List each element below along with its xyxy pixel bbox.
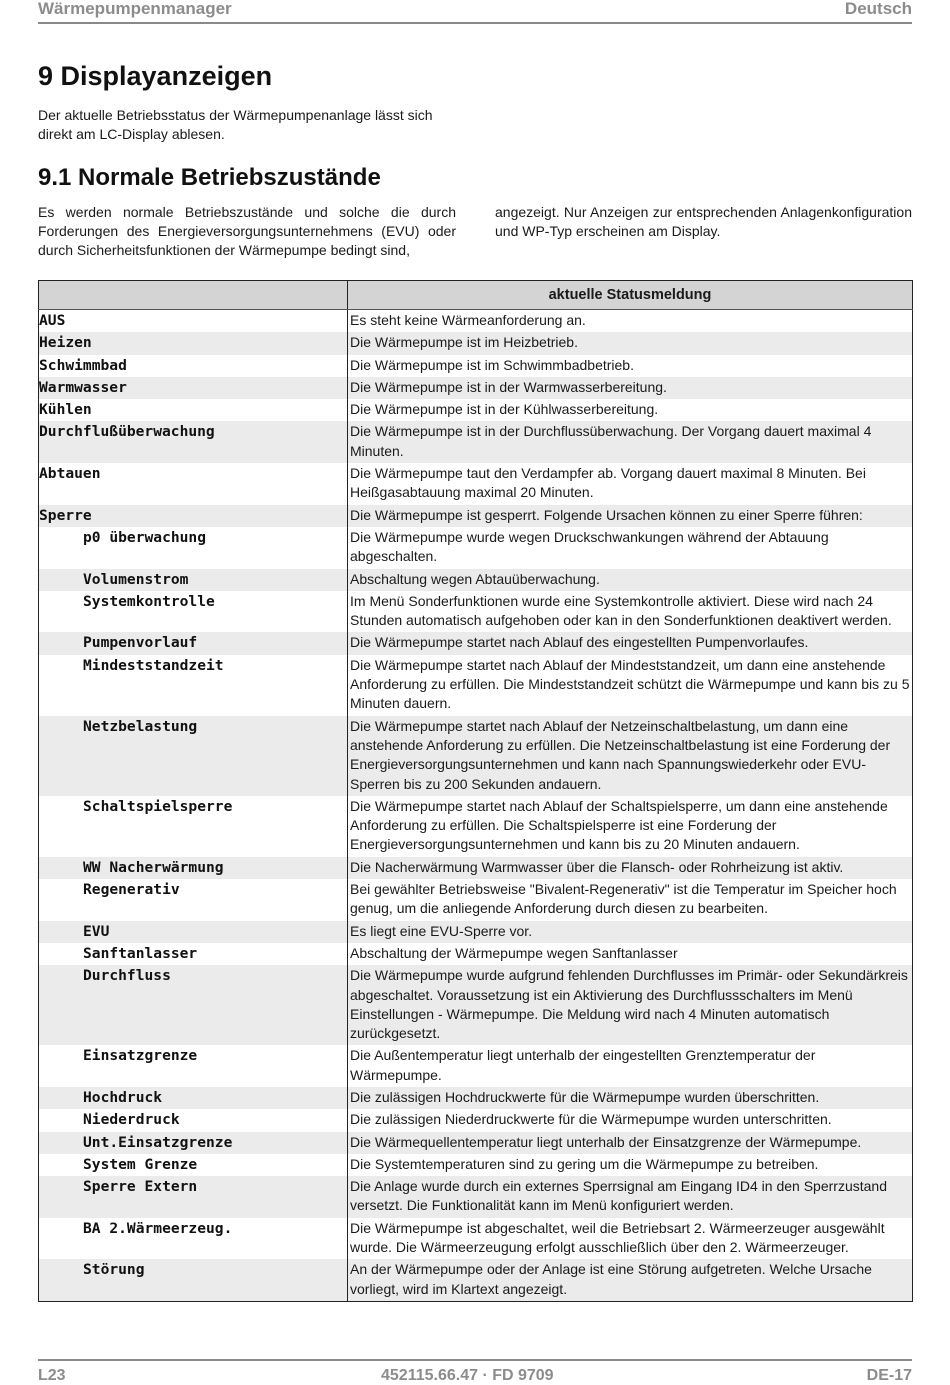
status-description: Die Anlage wurde durch ein externes Sperrsignal am Eingang ID4 in den Sperrzustand versetzt. Die Funktionalität kann im Menü konfiguriert werden. bbox=[348, 1176, 913, 1218]
status-code: Niederdruck bbox=[39, 1109, 348, 1131]
header-title: Wärmepumpenmanager bbox=[38, 0, 232, 18]
status-description: Die Wärmepumpe taut den Verdampfer ab. Vorgang dauert maximal 8 Minuten. Bei Heißgasabtauung maximal 20 Minuten. bbox=[350, 465, 866, 501]
status-code: Durchfluss bbox=[39, 965, 348, 1045]
status-table-body bbox=[39, 310, 913, 1302]
table-row bbox=[39, 655, 913, 716]
table-row bbox=[39, 879, 913, 921]
status-code: Schaltspielsperre bbox=[39, 796, 348, 857]
status-code: Durchflußüberwachung bbox=[39, 421, 348, 463]
subsection-title: 9.1 Normale Betriebszustände bbox=[38, 164, 381, 191]
table-header-row bbox=[39, 281, 913, 310]
status-code: Regenerativ bbox=[39, 879, 348, 921]
status-code: Warmwasser bbox=[39, 377, 348, 399]
status-description: Die Wärmepumpe ist im Heizbetrieb. bbox=[348, 332, 913, 354]
status-code: Volumenstrom bbox=[39, 569, 348, 591]
table-row bbox=[39, 1087, 913, 1109]
table-row bbox=[39, 1132, 913, 1154]
header-language: Deutsch bbox=[844, 0, 912, 18]
subsection-paragraph-col2: angezeigt. Nur Anzeigen zur entsprechenden Anlagenkonfiguration und WP-Typ erscheinen am Display. bbox=[495, 204, 912, 239]
subsection-paragraph-col1: Es werden normale Betriebszustände und solche die durch Forderungen des Energieversorgungsunternehmens (EVU) oder durch Sicherheitsfunktionen der Wärmepumpe bedingt sind, bbox=[38, 204, 456, 258]
status-code: Störung bbox=[39, 1259, 348, 1301]
status-description: Abschaltung der Wärmepumpe wegen Sanftanlasser bbox=[350, 944, 678, 961]
table-row bbox=[39, 399, 913, 421]
section-title: 9 Displayanzeigen bbox=[38, 61, 273, 91]
status-code: Sanftanlasser bbox=[39, 943, 348, 965]
status-code: Mindeststandzeit bbox=[39, 655, 348, 716]
status-code: AUS bbox=[39, 310, 348, 333]
status-description: Die Systemtemperaturen sind zu gering um die Wärmepumpe zu betreiben. bbox=[350, 1155, 819, 1172]
page-footer bbox=[38, 1359, 912, 1384]
table-header-left bbox=[39, 281, 348, 310]
status-description: Es steht keine Wärmeanforderung an. bbox=[350, 312, 586, 328]
status-code: Abtauen bbox=[39, 463, 348, 505]
footer-page-number: DE-17 bbox=[866, 1367, 912, 1384]
table-row bbox=[39, 505, 913, 527]
table-row bbox=[39, 1218, 913, 1260]
table-row bbox=[39, 1045, 913, 1087]
table-row bbox=[39, 921, 913, 943]
status-code: Unt.Einsatzgrenze bbox=[39, 1132, 348, 1154]
table-row bbox=[39, 943, 913, 965]
table-row bbox=[39, 857, 913, 879]
status-description: Die Wärmepumpe ist in der Kühlwasserbereitung. bbox=[350, 401, 659, 418]
status-table bbox=[38, 280, 913, 1302]
page-header bbox=[38, 0, 912, 24]
status-description: Die Wärmepumpe startet nach Ablauf der Mindeststandzeit, um dann eine anstehende Anforderung zu erfüllen. Die Mindeststandzeit schützt die Wärmepumpe und kann bis zu 5 Minuten dauern. bbox=[350, 656, 910, 712]
table-row bbox=[39, 569, 913, 591]
table-row bbox=[39, 1154, 913, 1176]
status-code: System Grenze bbox=[39, 1154, 348, 1176]
table-row bbox=[39, 332, 913, 354]
status-code: Sperre bbox=[39, 505, 348, 527]
status-code: BA 2.Wärmeerzeug. bbox=[39, 1218, 348, 1260]
status-code: WW Nacherwärmung bbox=[39, 857, 348, 879]
status-code: Heizen bbox=[39, 332, 348, 354]
table-row bbox=[39, 716, 913, 796]
status-code: Sperre Extern bbox=[39, 1176, 348, 1218]
status-description: Die Wärmepumpe wurde wegen Druckschwankungen während der Abtauung abgeschalten. bbox=[350, 528, 829, 565]
status-description: Die Wärmepumpe wurde aufgrund fehlenden Durchflusses im Primär- oder Sekundärkreis abgeschaltet. Voraussetzung ist ein Aktivierung des Durchflussschalters im Menü Einstellungen - Wärmepumpe. Die Meldung wird nach 4 Minuten automatisch zurückgesetzt. bbox=[348, 965, 913, 1045]
table-row bbox=[39, 632, 913, 654]
table-row bbox=[39, 355, 913, 377]
status-description: Die Wärmepumpe startet nach Ablauf der Schaltspielsperre, um dann eine anstehende Anforderung zu erfüllen. Die Schaltspielsperre ist eine Forderung der Energieversorgungsunternehmen und kann bis zu 20 Minuten andauern. bbox=[350, 797, 888, 853]
table-row bbox=[39, 1259, 913, 1301]
table-header-right: aktuelle Statusmeldung bbox=[348, 281, 913, 310]
status-code: Einsatzgrenze bbox=[39, 1045, 348, 1087]
status-description: Die Wärmequellentemperatur liegt unterhalb der Einsatzgrenze der Wärmepumpe. bbox=[348, 1132, 913, 1154]
table-row bbox=[39, 591, 913, 633]
status-code: Pumpenvorlauf bbox=[39, 632, 348, 654]
status-description: Die Nacherwärmung Warmwasser über die Flansch- oder Rohrheizung ist aktiv. bbox=[348, 857, 913, 879]
table-row bbox=[39, 377, 913, 399]
footer-center: 452115.66.47 · FD 9709 bbox=[381, 1367, 554, 1384]
status-code: Netzbelastung bbox=[39, 716, 348, 796]
status-description: Die zulässigen Niederdruckwerte für die Wärmepumpe wurden unterschritten. bbox=[350, 1111, 832, 1128]
table-row bbox=[39, 796, 913, 857]
status-description: Abschaltung wegen Abtauüberwachung. bbox=[348, 569, 913, 591]
table-row bbox=[39, 965, 913, 1045]
status-description: Die Wärmepumpe startet nach Ablauf der Netzeinschaltbelastung, um dann eine anstehende Anforderung zu erfüllen. Die Netzeinschaltbelastung ist eine Forderung der Energieversorgungsunternehmen und kann nach Spannungswiederkehr oder EVU-Sperren bis zu 200 Sekunden andauern. bbox=[348, 716, 913, 796]
status-code: Systemkontrolle bbox=[39, 591, 348, 633]
status-description: Die Außentemperatur liegt unterhalb der eingestellten Grenztemperatur der Wärmepumpe. bbox=[350, 1047, 816, 1083]
section-intro: Der aktuelle Betriebsstatus der Wärmepumpenanlage lässt sich direkt am LC-Display ablesen. bbox=[38, 107, 433, 142]
status-description: Die zulässigen Hochdruckwerte für die Wärmepumpe wurden überschritten. bbox=[348, 1087, 913, 1109]
status-description: Bei gewählter Betriebsweise "Bivalent-Regenerativ" ist die Temperatur im Speicher hoch genug, um die anliegende Anforderung durch diesen zu bearbeiten. bbox=[350, 881, 897, 917]
status-description: Die Wärmepumpe ist im Schwimmbadbetrieb. bbox=[350, 356, 634, 373]
status-code: Kühlen bbox=[39, 399, 348, 421]
status-description: Die Wärmepumpe ist in der Warmwasserbereitung. bbox=[348, 377, 913, 399]
status-code: EVU bbox=[39, 921, 348, 943]
table-row bbox=[39, 1109, 913, 1131]
status-description: Die Wärmepumpe ist gesperrt. Folgende Ursachen können zu einer Sperre führen: bbox=[348, 505, 913, 527]
table-row bbox=[39, 527, 913, 569]
status-description: Im Menü Sonderfunktionen wurde eine Systemkontrolle aktiviert. Diese wird nach 24 Stunden automatisch aufgehoben oder kan in den Sonderfunktionen deaktivert werden. bbox=[350, 592, 892, 629]
status-code: p0 überwachung bbox=[39, 527, 348, 569]
status-code: Schwimmbad bbox=[39, 355, 348, 377]
status-description: An der Wärmepumpe oder der Anlage ist eine Störung aufgetreten. Welche Ursache vorliegt, wird im Klartext angezeigt. bbox=[348, 1259, 913, 1301]
status-description: Die Wärmepumpe startet nach Ablauf des eingestellten Pumpenvorlaufes. bbox=[348, 632, 913, 654]
table-row bbox=[39, 463, 913, 505]
status-description: Es liegt eine EVU-Sperre vor. bbox=[348, 921, 913, 943]
status-description: Die Wärmepumpe ist abgeschaltet, weil die Betriebsart 2. Wärmeerzeuger ausgewählt wurde. Die Wärmeerzeugung erfolgt ausschließlich über den 2. Wärmeerzeuger. bbox=[350, 1219, 885, 1256]
table-row bbox=[39, 310, 913, 333]
status-code: Hochdruck bbox=[39, 1087, 348, 1109]
table-row bbox=[39, 1176, 913, 1218]
status-description: Die Wärmepumpe ist in der Durchflussüberwachung. Der Vorgang dauert maximal 4 Minuten. bbox=[348, 421, 913, 463]
footer-left: L23 bbox=[38, 1367, 66, 1384]
table-row bbox=[39, 421, 913, 463]
